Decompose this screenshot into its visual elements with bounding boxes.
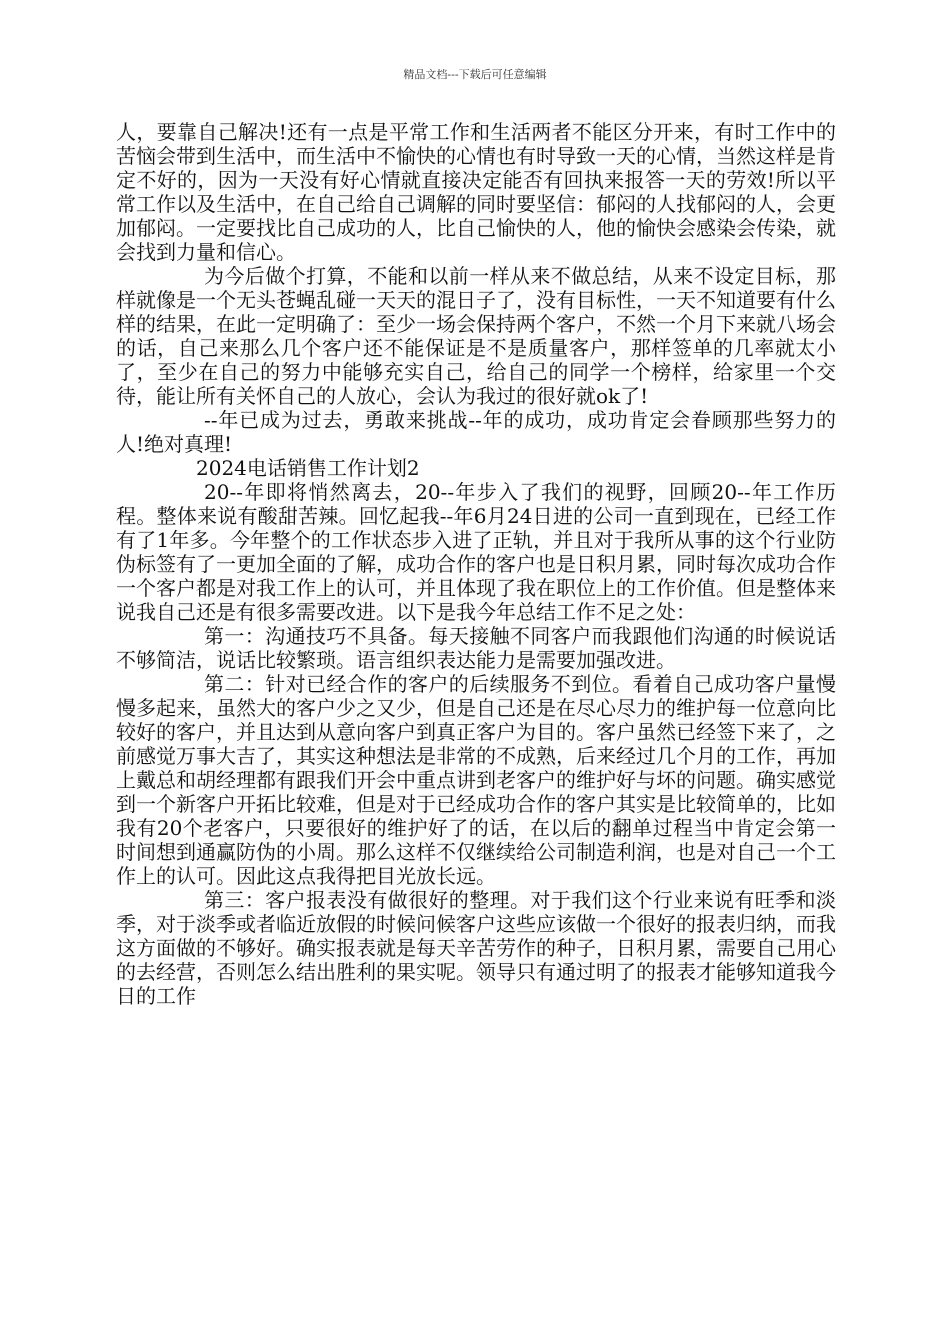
paragraph-2: 为今后做个打算，不能和以前一样从来不做总结，从来不设定目标，那样就像是一个无头苍蝇乱碰一天天的混日子了，没有目标性，一天不知道要有什么样的结果，在此一定明确了：至少一场会保持两个客户，不然一个月下来就八场会的话，自己来那么几个客户还不能保证是不是质量客户，那样签单的几率就太小了，至少在自己的努力中能够充实自己，给自己的同学一个榜样，给家里一个交待，能让所有关怀自己的人放心，会认为我过的很好就ok了! bbox=[116, 264, 836, 408]
paragraph-7: 第三：客户报表没有做很好的整理。对于我们这个行业来说有旺季和淡季，对于淡季或者临近放假的时候问候客户这些应该做一个很好的报表归纳，而我这方面做的不够好。确实报表就是每天辛苦劳作的种子，日积月累，需要自己用心的去经营，否则怎么结出胜利的果实呢。领导只有通过明了的报表才能够知道我今日的工作 bbox=[116, 888, 836, 1008]
page-header: 精品文档---下载后可任意编辑 bbox=[403, 68, 547, 81]
section-title: 2024电话销售工作计划2 bbox=[196, 456, 420, 480]
paragraph-5: 第一：沟通技巧不具备。每天接触不同客户而我跟他们沟通的时候说话不够简洁，说话比较繁琐。语言组织表达能力是需要加强改进。 bbox=[116, 624, 836, 672]
paragraph-1: 人，要靠自己解决!还有一点是平常工作和生活两者不能区分开来，有时工作中的苦恼会带到生活中，而生活中不愉快的心情也有时导致一天的心情，当然这样是肯定不好的，因为一天没有好心情就直接决定能否有回执来报答一天的劳效!所以平常工作以及生活中，在自己给自己调解的同时要坚信：郁闷的人找郁闷的人，会更加郁闷。一定要找比自己成功的人，比自己愉快的人，他的愉快会感染会传染，就会找到力量和信心。 bbox=[116, 120, 836, 264]
paragraph-6: 第二：针对已经合作的客户的后续服务不到位。看着自己成功客户量慢慢多起来，虽然大的客户少之又少，但是自己还是在尽心尽力的维护每一位意向比较好的客户，并且达到从意向客户到真正客户为目的。客户虽然已经签下来了，之前感觉万事大吉了，其实这种想法是非常的不成熟，后来经过几个月的工作，再加上戴总和胡经理都有跟我们开会中重点讲到老客户的维护好与坏的问题。确实感觉到一个新客户开拓比较难，但是对于已经成功合作的客户其实是比较简单的，比如我有20个老客户，只要很好的维护好了的话，在以后的翻单过程当中肯定会第一时间想到通赢防伪的小周。那么这样不仅继续给公司制造利润，也是对自己一个工作上的认可。因此这点我得把目光放长远。 bbox=[116, 672, 836, 888]
document-body bbox=[116, 120, 836, 1008]
paragraph-4: 20--年即将悄然离去，20--年步入了我们的视野，回顾20--年工作历程。整体来说有酸甜苦辣。回忆起我--年6月24日进的公司一直到现在，已经工作有了1年多。今年整个的工作状态步入进了正轨，并且对于我所从事的这个行业防伪标签有了一更加全面的了解，成功合作的客户也是日积月累，同时每次成功合作一个客户都是对我工作上的认可，并且体现了我在职位上的工作价值。但是整体来说我自己还是有很多需要改进。以下是我今年总结工作不足之处： bbox=[116, 480, 836, 624]
paragraph-3: --年已成为过去，勇敢来挑战--年的成功，成功肯定会眷顾那些努力的人!绝对真理! bbox=[116, 408, 836, 456]
